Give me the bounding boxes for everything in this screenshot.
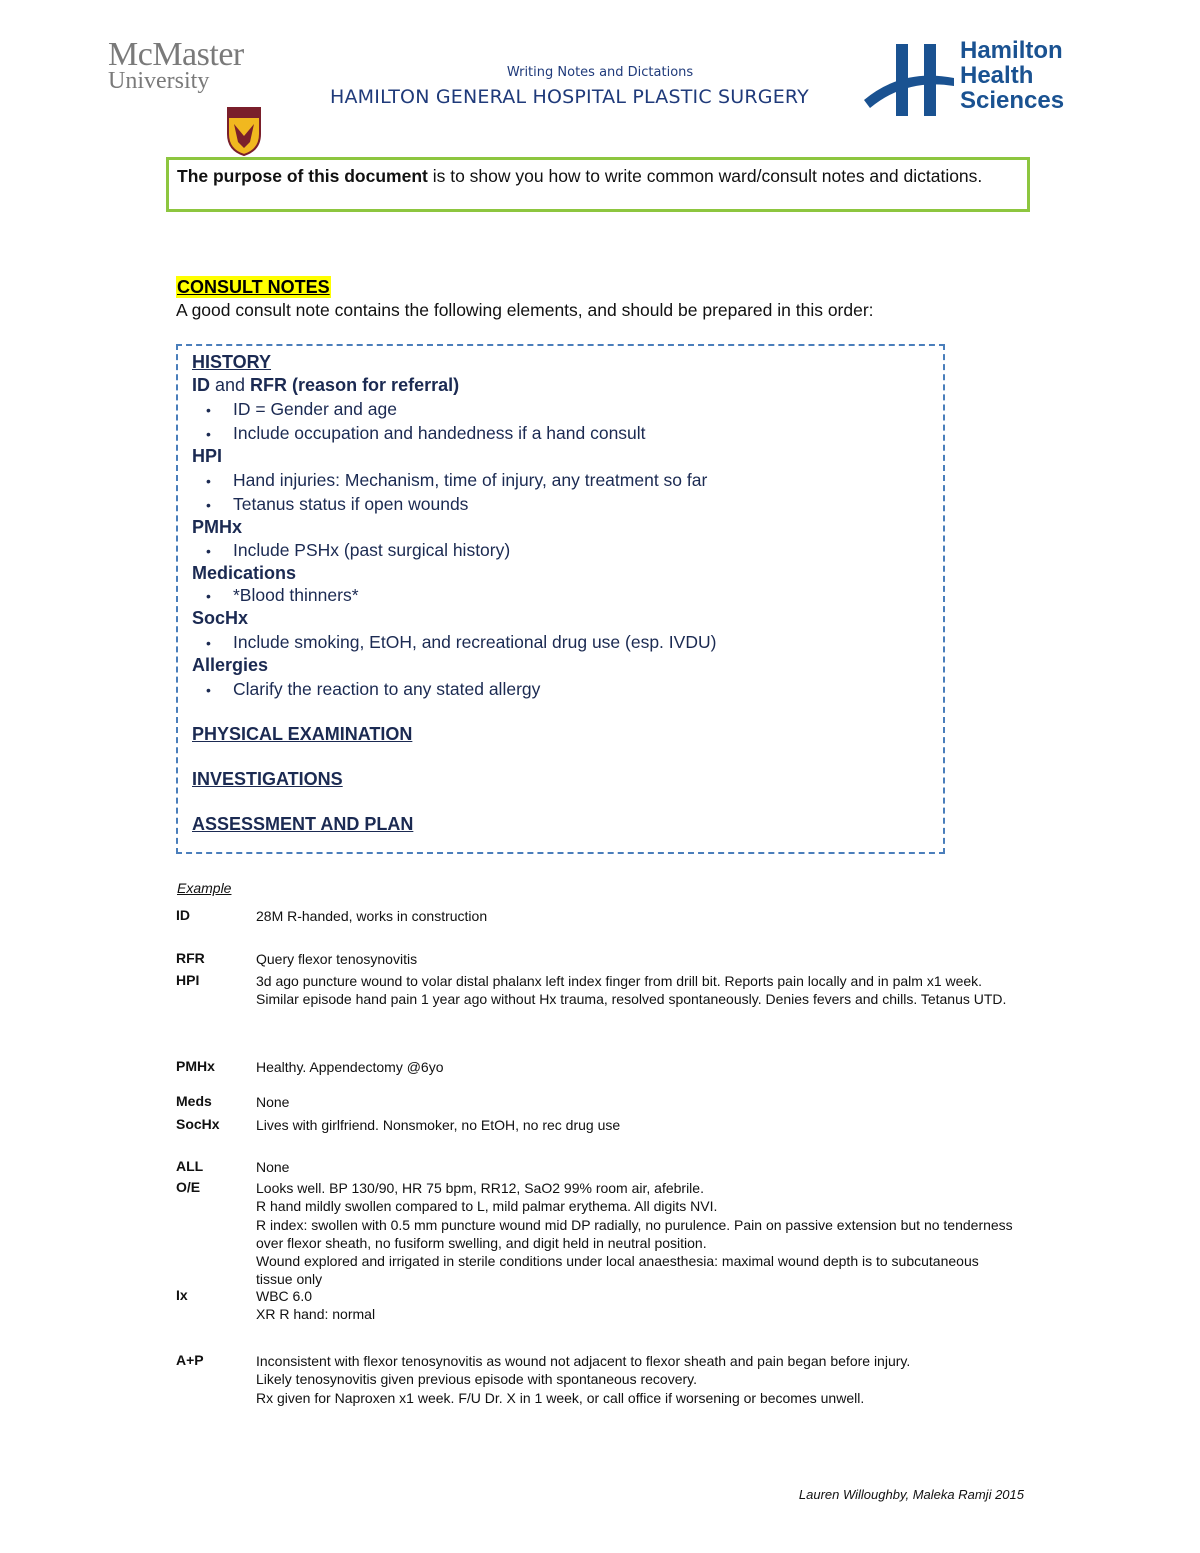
document-subtitle: Writing Notes and Dictations [506,65,694,80]
hhs-logo-text-3: Sciences [960,87,1065,114]
example-label: Example [177,880,232,896]
example-sochx-text: Lives with girlfriend. Nonsmoker, no EtOH, no rec drug use [256,1117,621,1133]
mcmaster-logo-text-1: McMaster [108,36,244,73]
example-oe-line: Looks well. BP 130/90, HR 75 bpm, RR12, SaO2 99% room air, afebrile. [256,1180,704,1196]
example-ix-line: XR R hand: normal [256,1306,376,1323]
bullet-icon: • [206,497,211,513]
example-oe-label: O/E [176,1179,201,1195]
sochx-heading: SocHx [192,608,249,628]
example-ap-line: Likely tenosynovitis given previous episode with spontaneous recovery. [256,1371,697,1388]
id-rfr-and: and [210,375,251,395]
bullet-icon: • [206,402,211,418]
purpose-bold-text: The purpose of this document [177,166,428,186]
pmhx-bullet-1: Include PSHx (past surgical history) [233,540,511,560]
example-ix-line: WBC 6.0 [256,1288,313,1304]
hpi-bullet-2: Tetanus status if open wounds [233,494,469,514]
medications-heading: Medications [192,563,297,583]
bullet-icon: • [206,635,211,651]
physical-exam-heading: PHYSICAL EXAMINATION [192,724,413,744]
example-ap-line: Inconsistent with flexor tenosynovitis as wound not adjacent to flexor sheath and pain began before injury. [256,1353,911,1369]
mcmaster-logo [108,36,268,126]
allergies-bullet-1: Clarify the reaction to any stated allergy [233,679,541,699]
example-allergies-text: None [256,1159,290,1175]
bullet-icon: • [206,543,211,559]
example-pmhx-text: Healthy. Appendectomy @6yo [256,1059,444,1075]
example-oe-line: R hand mildly swollen compared to L, mild palmar erythema. All digits NVI. [256,1198,718,1215]
hhs-logo [862,38,1082,122]
example-meds-label: Meds [176,1093,212,1109]
assessment-plan-heading: ASSESSMENT AND PLAN [192,814,414,834]
bullet-icon: • [206,682,211,698]
example-rfr-label: RFR [176,950,205,966]
consult-notes-heading: CONSULT NOTES [177,277,330,297]
example-sochx-label: SocHx [176,1116,220,1132]
example-ap-text [256,1352,1036,1407]
example-ix-label: Ix [176,1287,188,1303]
mcmaster-logo-text-2: University [108,68,210,94]
hpi-heading: HPI [192,446,223,466]
mcmaster-crest-icon [226,106,262,156]
hpi-bullet-1: Hand injuries: Mechanism, time of injury, any treatment so far [233,470,708,490]
pmhx-heading: PMHx [192,517,243,537]
id-rfr-heading [192,375,459,396]
example-id-label: ID [176,907,190,923]
example-id-text: 28M R-handed, works in construction [256,908,488,924]
id-heading: ID [192,375,210,395]
hhs-logo-text-1: Hamilton [960,37,1063,64]
example-allergies-label: ALL [176,1158,204,1174]
bullet-icon: • [206,588,211,604]
example-ix-text [256,1287,1036,1324]
id-bullet-1: ID = Gender and age [233,399,397,419]
sochx-bullet-1: Include smoking, EtOH, and recreational drug use (esp. IVDU) [233,632,717,652]
example-hpi-label: HPI [176,972,200,988]
hhs-logo-text-2: Health [960,62,1034,89]
purpose-text: is to show you how to write common ward/consult notes and dictations. [427,166,983,186]
example-ap-label: A+P [176,1352,204,1368]
example-meds-text: None [256,1094,290,1110]
allergies-heading: Allergies [192,655,269,675]
id-bullet-2: Include occupation and handedness if a hand consult [233,423,646,443]
example-oe-text [256,1179,1036,1289]
hhs-h-icon [862,42,958,120]
consult-notes-intro: A good consult note contains the following elements, and should be prepared in this order: [176,300,874,320]
bullet-icon: • [206,426,211,442]
example-ap-line: Rx given for Naproxen x1 week. F/U Dr. X in 1 week, or call office if worsening or becomes unwell. [256,1389,865,1406]
example-oe-line: R index: swollen with 0.5 mm puncture wound mid DP radially, no purulence. Pain on passive extension but no tenderness over flexor sheath, no fusiform swelling, and digit held in neutral position. [256,1216,1013,1251]
rfr-heading: RFR (reason for referral) [250,375,460,395]
bullet-icon: • [206,473,211,489]
investigations-heading: INVESTIGATIONS [192,769,343,789]
example-pmhx-label: PMHx [176,1058,215,1074]
example-hpi-text: 3d ago puncture wound to volar distal phalanx left index finger from drill bit. Reports pain locally and in palm x1 week. Similar episode hand pain 1 year ago without Hx trauma, resolved spontaneously. Denies fevers and chills. Tetanus UTD. [256,973,1007,1008]
history-heading: HISTORY [192,352,272,372]
example-oe-line: Wound explored and irrigated in sterile conditions under local anaesthesia: maximal wound depth is to subcutaneous tissue only [256,1253,979,1288]
document-title: HAMILTON GENERAL HOSPITAL PLASTIC SURGERY [330,86,809,108]
medications-bullet-1: *Blood thinners* [233,585,359,605]
purpose-box [166,157,1030,212]
footer-authors: Lauren Willoughby, Maleka Ramji 2015 [798,1487,1024,1502]
example-rfr-text: Query flexor tenosynovitis [256,951,418,967]
